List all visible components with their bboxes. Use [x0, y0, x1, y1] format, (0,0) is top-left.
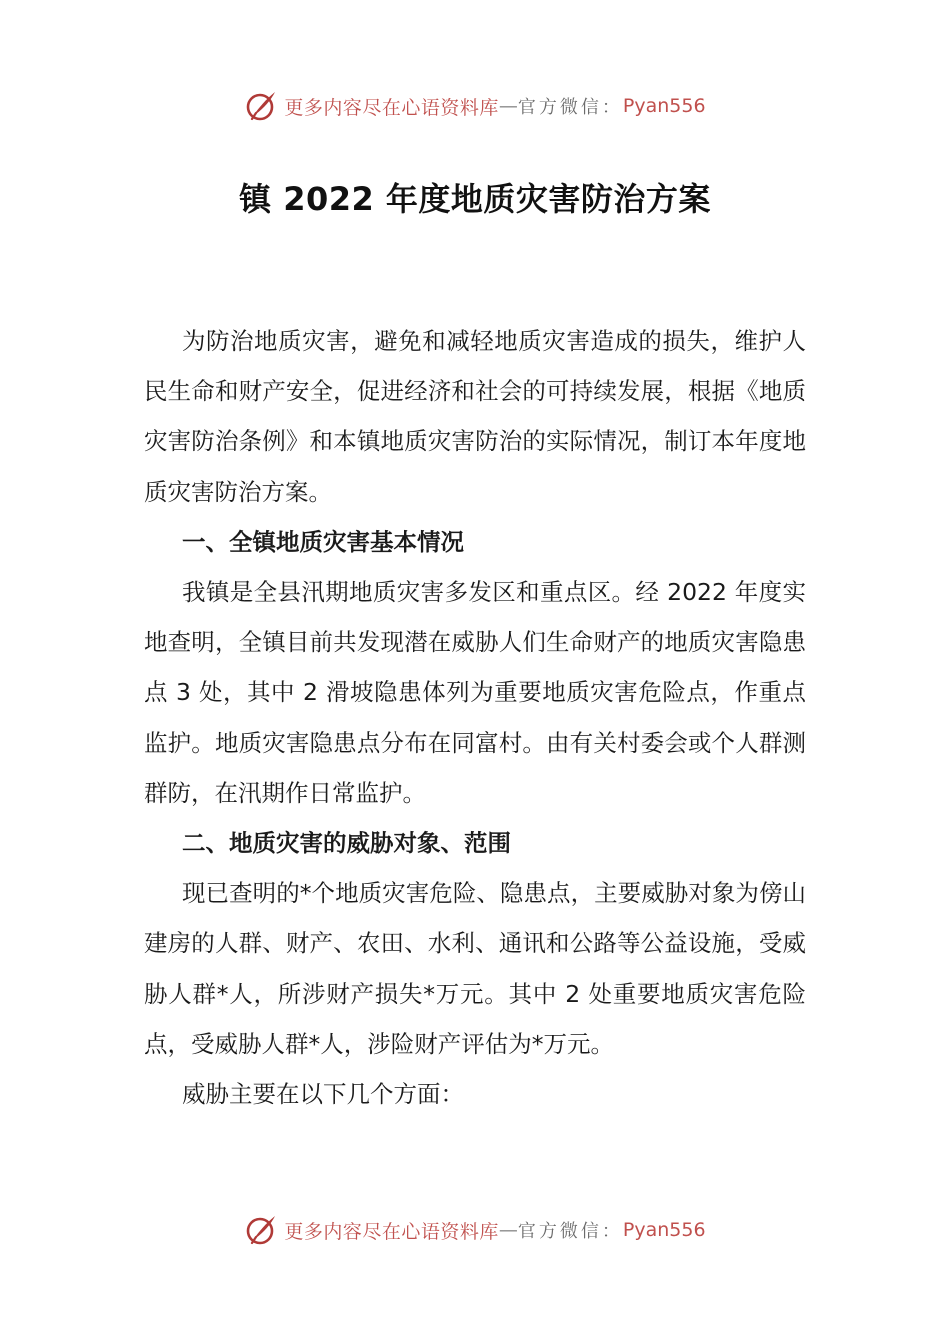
intro-paragraph: 为防治地质灾害，避免和减轻地质灾害造成的损失，维护人民生命和财产安全，促进经济和社会的可持续发展，根据《地质灾害防治条例》和本镇地质灾害防治的实际情况，制订本年度地质灾害防治方案。	[144, 327, 806, 506]
section-2-paragraph: 现已查明的*个地质灾害危险、隐患点，主要威胁对象为傍山建房的人群、财产、农田、水利、通讯和公路等公益设施，受威胁人群*人，所涉财产损失*万元。其中 2 处重要地质灾害危险点，受威胁人群*人，涉险财产评估为*万元。	[144, 879, 806, 1058]
wechat-id: Pyan556	[622, 1219, 706, 1241]
header-watermark-banner	[0, 86, 950, 126]
footer-watermark-banner	[0, 1210, 950, 1250]
brand-text: 更多内容尽在心语资料库	[284, 1220, 499, 1243]
section-1-paragraph: 我镇是全县汛期地质灾害多发区和重点区。经 2022 年度实地查明，全镇目前共发现潜在威胁人们生命财产的地质灾害隐患点 3 处，其中 2 滑坡隐患体列为重要地质灾害危险点，作重点监护。地质灾害隐患点分布在同富村。由有关村委会或个人群测群防，在汛期作日常监护。	[144, 578, 806, 807]
brand-text: 更多内容尽在心语资料库	[284, 96, 499, 119]
wechat-id: Pyan556	[622, 95, 706, 117]
threat-aspects-paragraph: 威胁主要在以下几个方面：	[182, 1080, 464, 1109]
quill-logo-icon	[244, 1213, 278, 1247]
banner-dash: —	[498, 95, 518, 117]
banner-dash: —	[498, 1219, 518, 1241]
wechat-label: 官方微信：	[517, 1221, 623, 1242]
section-heading-2: 二、地质灾害的威胁对象、范围	[182, 829, 511, 858]
wechat-label: 官方微信：	[517, 97, 623, 118]
document-title: 镇 2022 年度地质灾害防治方案	[239, 180, 711, 218]
section-heading-1: 一、全镇地质灾害基本情况	[182, 527, 464, 556]
document-body	[144, 316, 806, 1119]
quill-logo-icon	[244, 89, 278, 123]
